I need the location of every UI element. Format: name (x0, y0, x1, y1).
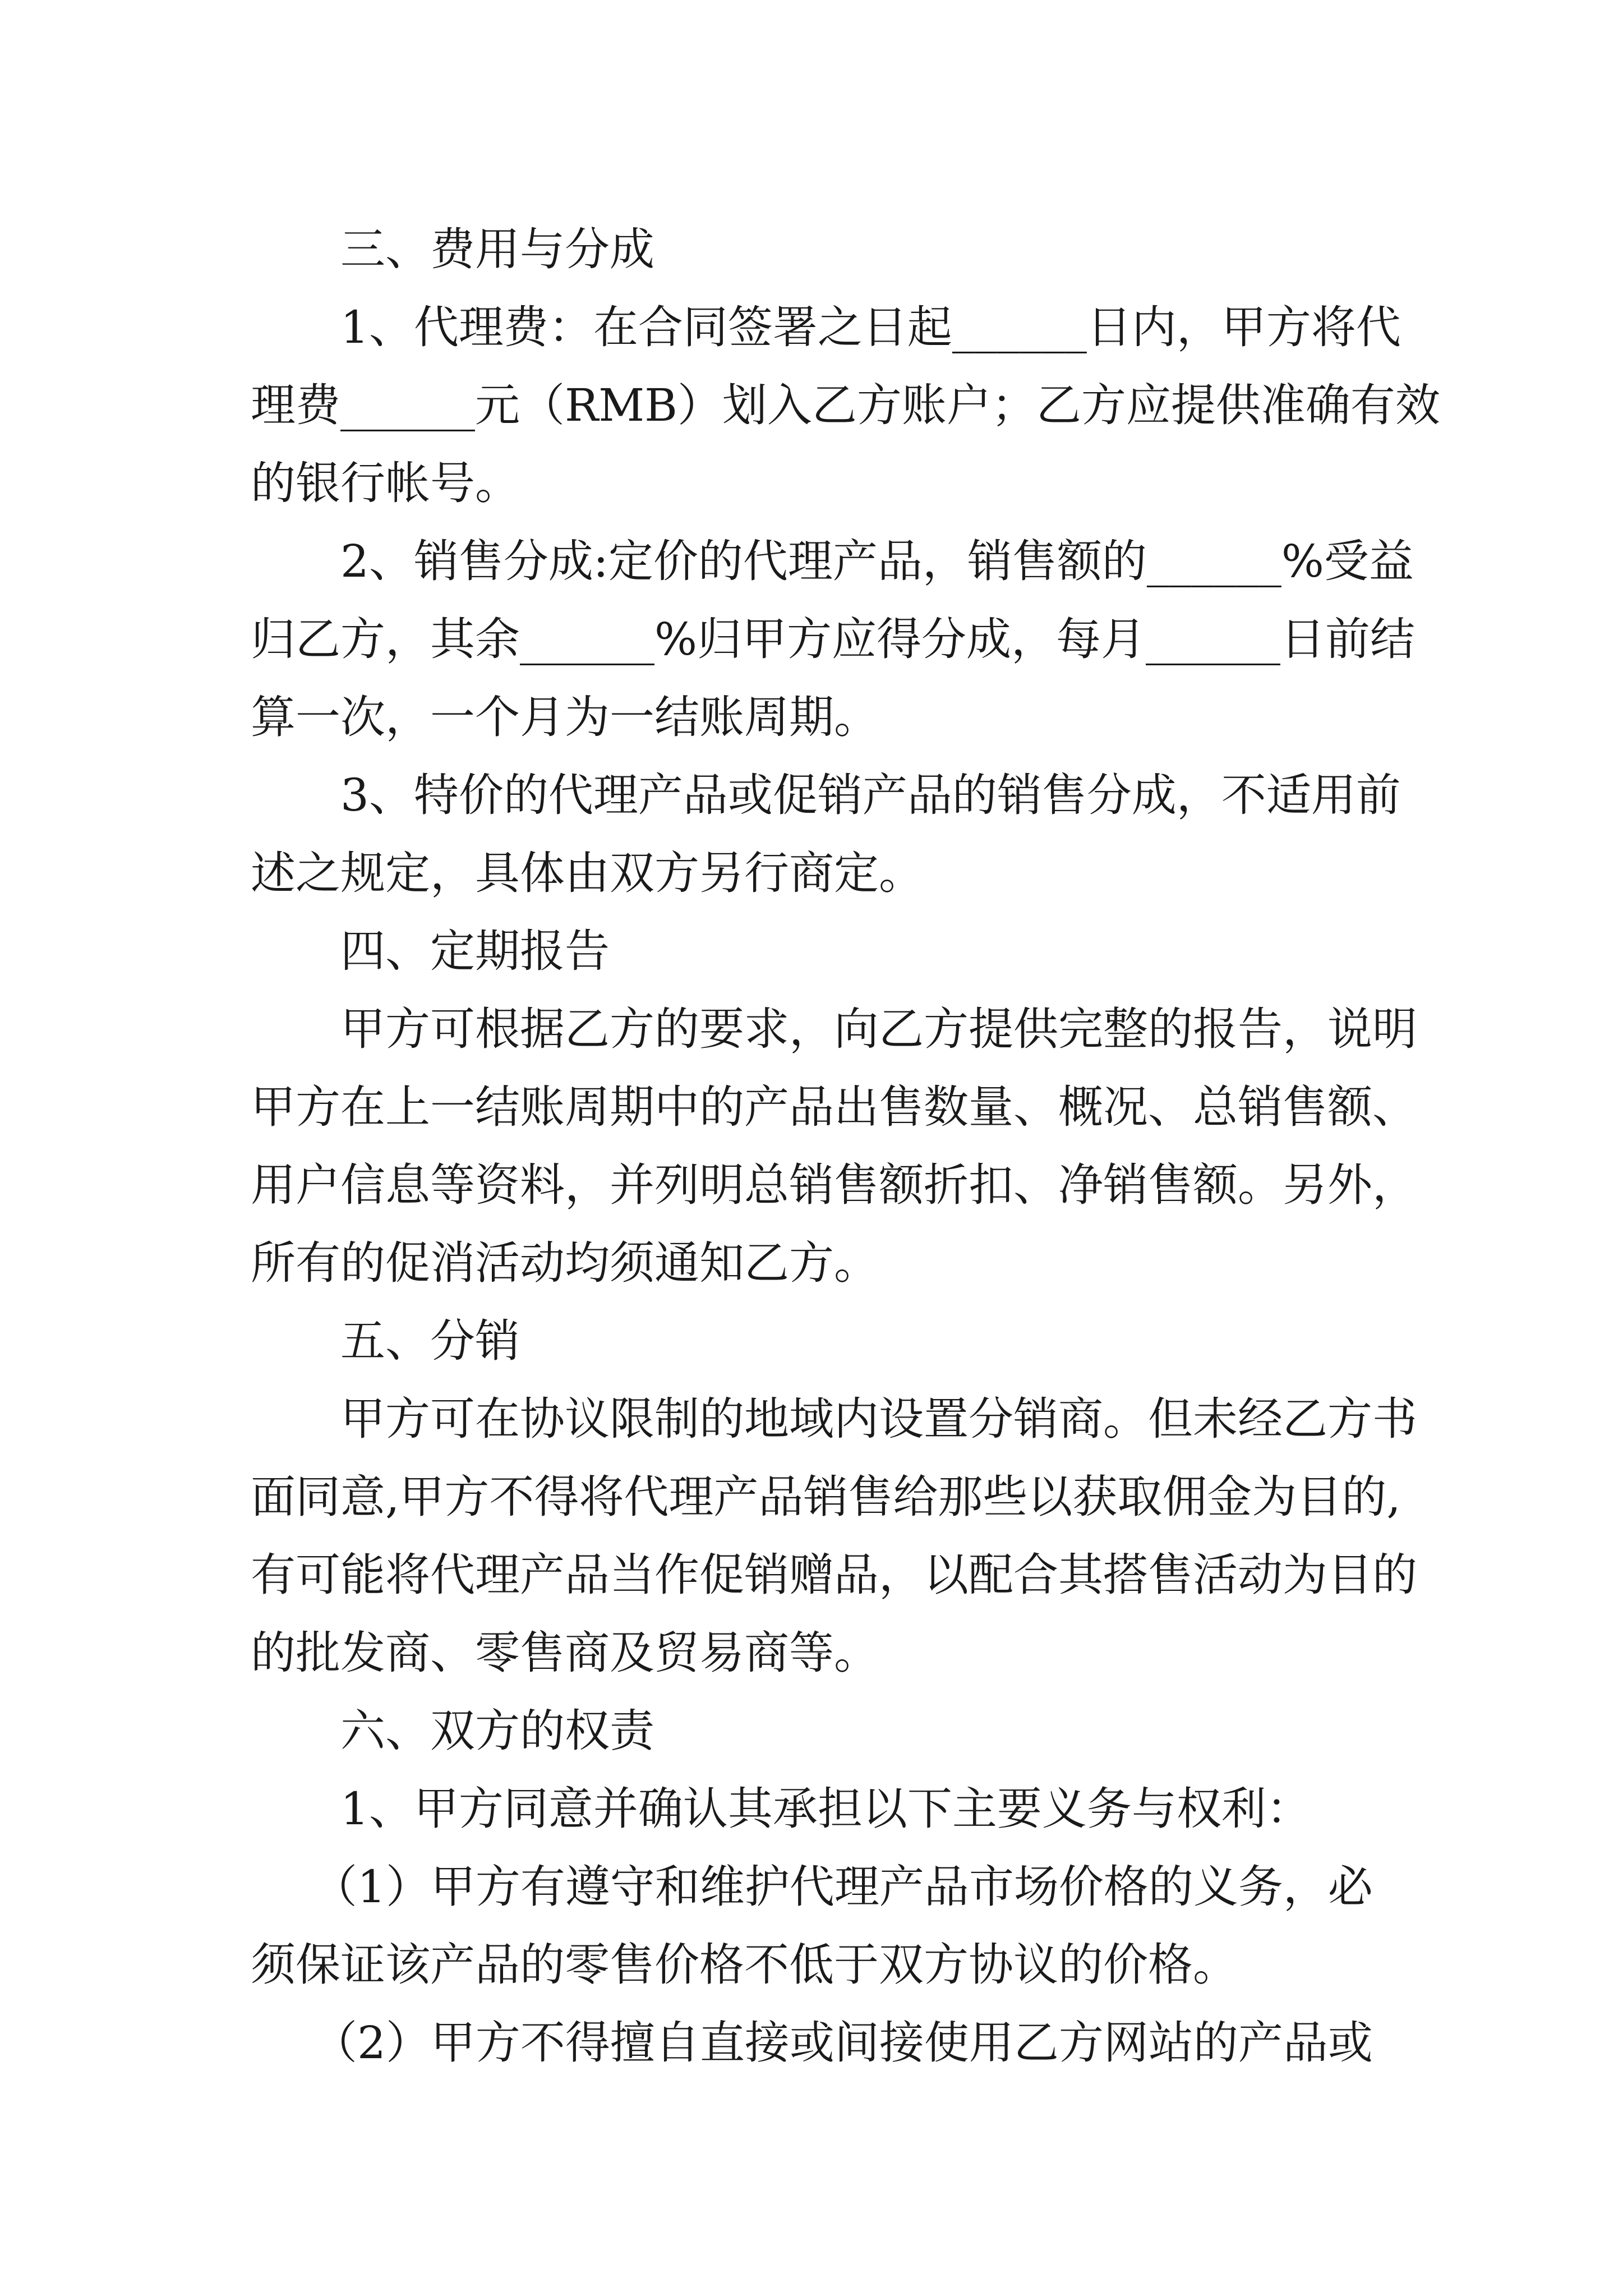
text-line: 的批发商、零售商及贸易商等。 (251, 1627, 879, 1679)
text-line: 甲方在上一结账周期中的产品出售数量、概况、总销售额、 (251, 1081, 1417, 1133)
text-line: 甲方可在协议限制的地域内设置分销商。但未经乙方书 (340, 1393, 1417, 1445)
text-line: 3、特价的代理产品或促销产品的销售分成，不适用前 (340, 769, 1401, 821)
text-line: 面同意,甲方不得将代理产品销售给那些以获取佣金为目的, (251, 1471, 1401, 1523)
text-line: 有可能将代理产品当作促销赠品，以配合其搭售活动为目的 (251, 1549, 1417, 1601)
section-heading-rights: 六、双方的权责 (340, 1705, 654, 1757)
text-line: 归乙方，其余______%归甲方应得分成，每月______日前结 (251, 613, 1415, 665)
text-line: 1、甲方同意并确认其承担以下主要义务与权利： (340, 1783, 1311, 1835)
section-heading-fees: 三、费用与分成 (340, 223, 654, 275)
text-line: （2）甲方不得擅自直接或间接使用乙方网站的产品或 (312, 2017, 1373, 2069)
text-line: 理费______元（RMB）划入乙方账户；乙方应提供准确有效 (251, 379, 1440, 431)
document-body (251, 210, 1440, 2082)
text-line: 的银行帐号。 (251, 457, 520, 509)
section-heading-distribution: 五、分销 (340, 1315, 520, 1367)
text-line: 须保证该产品的零售价格不低于双方协议的价格。 (251, 1939, 1238, 1991)
text-line: 算一次，一个月为一结账周期。 (251, 691, 879, 743)
section-heading-reports: 四、定期报告 (340, 925, 610, 977)
text-line: （1）甲方有遵守和维护代理产品市场价格的义务，必 (312, 1861, 1373, 1913)
text-line: 用户信息等资料，并列明总销售额折扣、净销售额。另外， (251, 1159, 1417, 1211)
text-line: 甲方可根据乙方的要求，向乙方提供完整的报告，说明 (340, 1003, 1417, 1055)
text-line: 2、销售分成:定价的代理产品，销售额的______%受益 (340, 535, 1414, 587)
text-line: 述之规定，具体由双方另行商定。 (251, 847, 924, 899)
text-line: 1、代理费：在合同签署之日起______日内，甲方将代 (340, 301, 1401, 353)
text-line: 所有的促消活动均须通知乙方。 (251, 1237, 879, 1289)
